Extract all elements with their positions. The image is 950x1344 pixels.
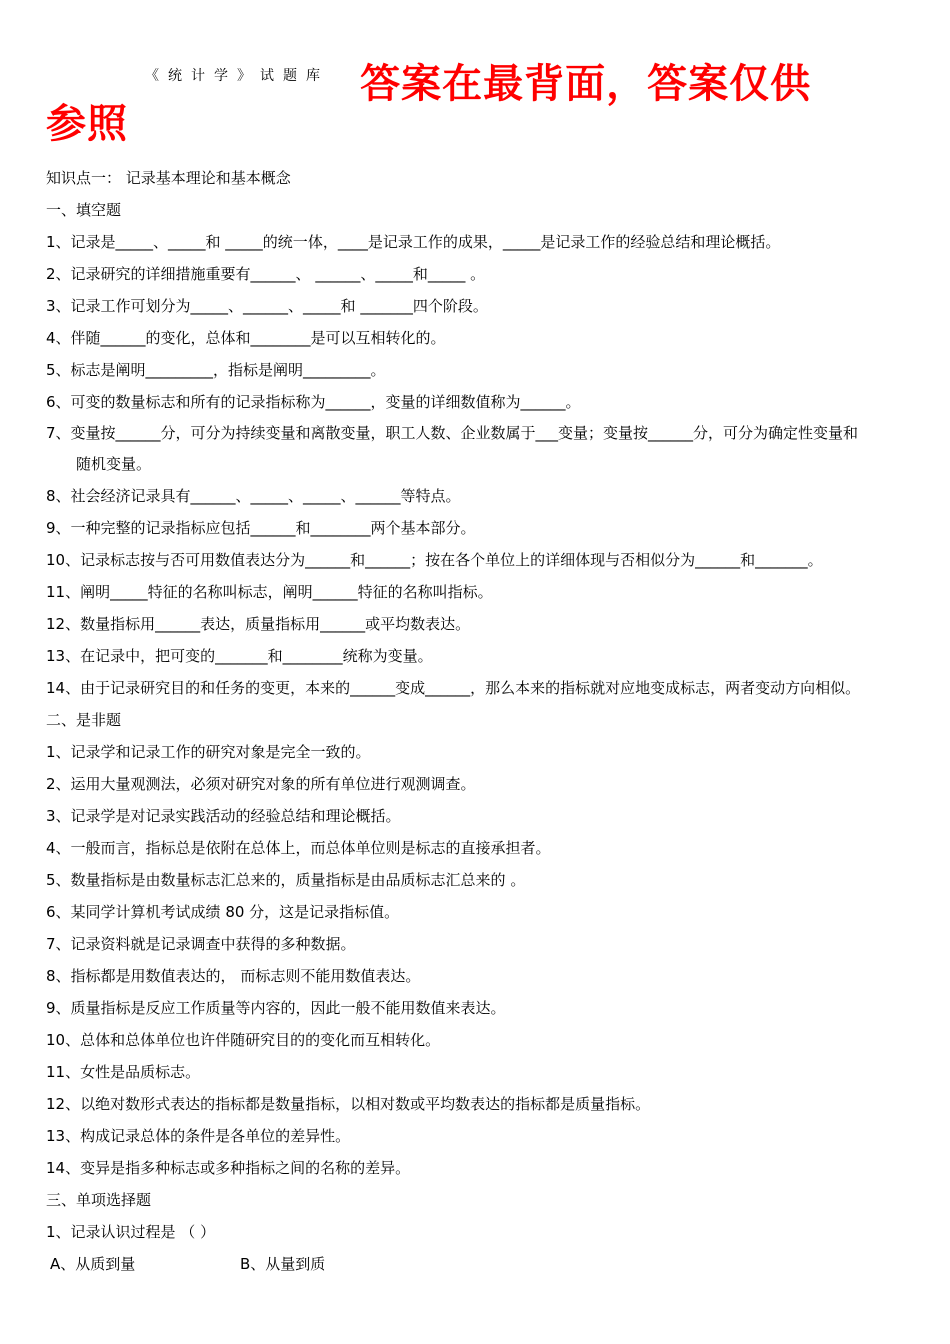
true-false-item: 2、运用大量观测法，必须对研究对象的所有单位进行观测调查。 bbox=[46, 775, 476, 793]
fill-blank-item: 7、变量按______分，可分为持续变量和离散变量，职工人数、企业数属于___变量；变量按______分，可分为确定性变量和 bbox=[46, 424, 859, 442]
single-choice-question: 1、记录认识过程是 （ ） bbox=[46, 1223, 216, 1241]
answer-notice-line2: 参照 bbox=[46, 101, 128, 147]
true-false-item: 10、总体和总体单位也许伴随研究目的的变化而互相转化。 bbox=[46, 1031, 441, 1049]
true-false-item: 4、一般而言，指标总是依附在总体上，而总体单位则是标志的直接承担者。 bbox=[46, 839, 551, 857]
fill-blank-item: 3、记录工作可划分为_____、______、_____和 _______四个阶段。 bbox=[46, 297, 488, 315]
fill-blank-item: 10、记录标志按与否可用数值表达分为______和______；按在各个单位上的详细体现与否相似分为______和_______。 bbox=[46, 551, 823, 569]
fill-blank-item: 4、伴随______的变化，总体和________是可以互相转化的。 bbox=[46, 329, 446, 347]
true-false-item: 3、记录学是对记录实践活动的经验总结和理论概括。 bbox=[46, 807, 401, 825]
true-false-item: 11、女性是品质标志。 bbox=[46, 1063, 201, 1081]
section-heading-true-false: 二、是非题 bbox=[46, 711, 122, 729]
option-b: B、从量到质 bbox=[240, 1255, 326, 1273]
fill-blank-item: 8、社会经济记录具有______、_____、_____、______等特点。 bbox=[46, 487, 461, 505]
true-false-item: 9、质量指标是反应工作质量等内容的，因此一般不能用数值来表达。 bbox=[46, 999, 506, 1017]
true-false-item: 6、某同学计算机考试成绩 80 分，这是记录指标值。 bbox=[46, 903, 400, 921]
fill-blank-item: 9、一种完整的记录指标应包括______和________两个基本部分。 bbox=[46, 519, 476, 537]
document-title: 《统计学》试题库 bbox=[145, 67, 329, 84]
section-heading-fill-blank: 一、填空题 bbox=[46, 201, 122, 219]
true-false-item: 8、指标都是用数值表达的， 而标志则不能用数值表达。 bbox=[46, 967, 421, 985]
fill-blank-item: 11、阐明_____特征的名称叫标志，阐明______特征的名称叫指标。 bbox=[46, 583, 493, 601]
knowledge-point-heading: 知识点一： 记录基本理论和基本概念 bbox=[46, 169, 291, 187]
option-a: A、从质到量 bbox=[50, 1255, 136, 1273]
true-false-item: 12、以绝对数形式表达的指标都是数量指标，以相对数或平均数表达的指标都是质量指标。 bbox=[46, 1095, 651, 1113]
fill-blank-item-continuation: 随机变量。 bbox=[76, 455, 152, 473]
fill-blank-item: 6、可变的数量标志和所有的记录指标称为______，变量的详细数值称为______。 bbox=[46, 393, 581, 411]
fill-blank-item: 13、在记录中，把可变的_______和________统称为变量。 bbox=[46, 647, 433, 665]
fill-blank-item: 14、由于记录研究目的和任务的变更，本来的______变成______，那么本来的指标就对应地变成标志，两者变动方向相似。 bbox=[46, 679, 861, 697]
document-body bbox=[46, 162, 916, 1280]
fill-blank-item: 5、标志是阐明_________，指标是阐明_________。 bbox=[46, 361, 386, 379]
true-false-item: 5、数量指标是由数量标志汇总来的，质量指标是由品质标志汇总来的 。 bbox=[46, 871, 526, 889]
single-choice-options bbox=[46, 1248, 916, 1280]
fill-blank-item: 2、记录研究的详细措施重要有______、 ______、_____和_____ 。 bbox=[46, 265, 486, 283]
fill-blank-item: 1、记录是_____、_____和 _____的统一体，____是记录工作的成果，_____是记录工作的经验总结和理论概括。 bbox=[46, 233, 781, 251]
true-false-item: 14、变异是指多种标志或多种指标之间的名称的差异。 bbox=[46, 1159, 411, 1177]
true-false-item: 13、构成记录总体的条件是各单位的差异性。 bbox=[46, 1127, 351, 1145]
fill-blank-item: 12、数量指标用______表达，质量指标用______或平均数表达。 bbox=[46, 615, 471, 633]
section-heading-single-choice: 三、单项选择题 bbox=[46, 1191, 152, 1209]
header-line bbox=[145, 52, 915, 107]
true-false-item: 7、记录资料就是记录调查中获得的多种数据。 bbox=[46, 935, 356, 953]
answer-notice-line1: 答案在最背面，答案仅供 bbox=[360, 61, 812, 107]
true-false-item: 1、记录学和记录工作的研究对象是完全一致的。 bbox=[46, 743, 371, 761]
